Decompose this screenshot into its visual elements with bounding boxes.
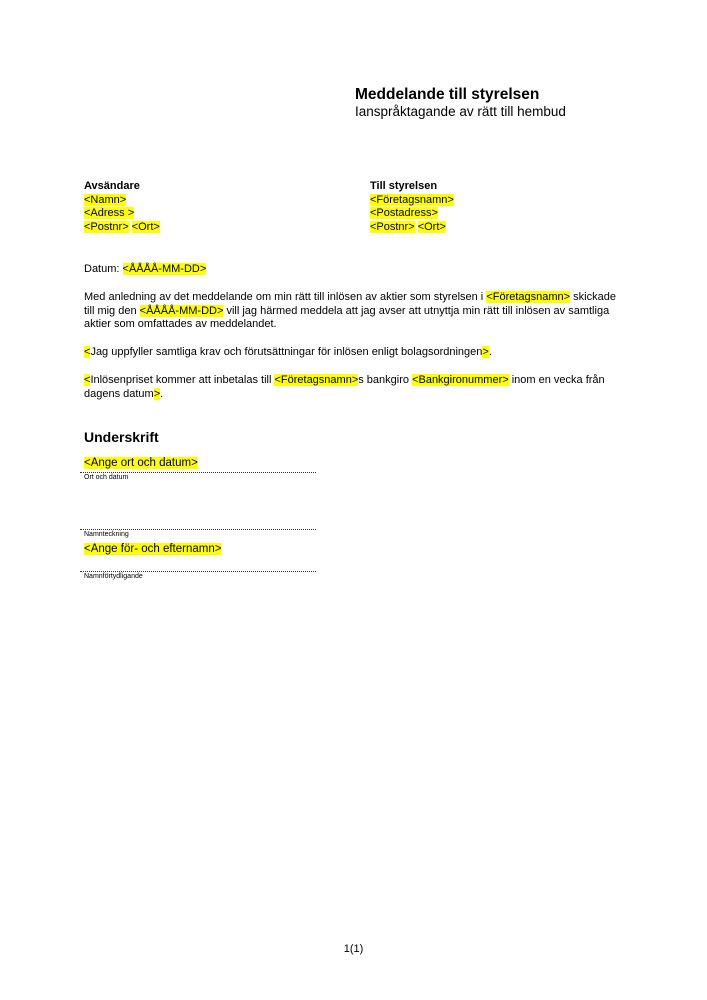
paragraph-payment-text-b: s bankgiro xyxy=(358,374,413,386)
sender-name-field[interactable]: <Namn> xyxy=(84,193,127,206)
place-date-field[interactable]: <Ange ort och datum> xyxy=(84,457,198,469)
recipient-company-field[interactable]: <Företagsnamn> xyxy=(370,193,454,206)
signature-line[interactable] xyxy=(80,529,316,530)
date-line xyxy=(84,263,206,277)
paragraph-notice-text-a: Med anledning av det meddelande om min rätt till inlösen av aktier som styrelsen i xyxy=(84,291,487,303)
optional-close-bracket: > xyxy=(482,346,489,358)
printed-name-row xyxy=(84,543,221,555)
place-date-caption: Ort och datum xyxy=(84,474,129,481)
payment-company-field[interactable]: <Företagsnamn> xyxy=(274,374,359,386)
recipient-block xyxy=(370,180,454,234)
date-label: Datum: xyxy=(84,263,123,275)
optional-open-bracket: < xyxy=(84,346,91,358)
paragraph-notice-text-c: vill jag härmed meddela att jag avser att utnyttja min rätt till inlösen av samtliga aktier som omfattades av meddelandet. xyxy=(84,304,610,331)
paragraph-notice-text-b: skickade till mig den xyxy=(84,291,616,317)
paragraph-payment-text-c: inom en vecka från dagens datum xyxy=(84,374,605,400)
recipient-city-field[interactable]: <Ort> xyxy=(417,220,446,233)
paragraph-notice xyxy=(84,291,624,332)
optional-close-bracket: > xyxy=(153,387,161,400)
sender-address-field[interactable]: <Adress > xyxy=(84,207,135,220)
signature-caption: Namnteckning xyxy=(84,531,129,538)
printed-name-caption: Namnförtydligande xyxy=(84,573,143,580)
paragraph-requirements-end: . xyxy=(488,346,492,358)
date-field[interactable]: <ÅÅÅÅ-MM-DD> xyxy=(122,263,207,275)
sender-city-field[interactable]: <Ort> xyxy=(131,220,160,233)
paragraph-payment-end: . xyxy=(160,387,164,400)
place-date-row xyxy=(84,457,198,469)
document-subtitle: Ianspråktagande av rätt till hembud xyxy=(355,104,566,119)
paragraph-requirements-text[interactable]: Jag uppfyller samtliga krav och förutsättningar för inlösen enligt bolagsordningen xyxy=(90,346,483,358)
optional-open-bracket: < xyxy=(84,374,91,386)
paragraph-payment xyxy=(84,374,629,401)
page-number: 1(1) xyxy=(343,943,364,955)
recipient-address-field[interactable]: <Postadress> xyxy=(370,207,438,220)
bankgiro-field[interactable]: <Bankgironummer> xyxy=(412,374,509,386)
sender-block xyxy=(84,180,160,234)
recipient-postnr-field[interactable]: <Postnr> xyxy=(370,220,415,233)
printed-name-line xyxy=(80,571,316,572)
paragraph-payment-text-a: Inlösenpriset kommer att inbetalas till xyxy=(90,374,275,386)
sender-heading: Avsändare xyxy=(84,180,140,192)
signature-heading: Underskrift xyxy=(84,429,159,445)
place-date-line xyxy=(80,472,316,473)
company-name-field[interactable]: <Företagsnamn> xyxy=(486,291,571,303)
recipient-heading: Till styrelsen xyxy=(370,180,438,192)
printed-name-field[interactable]: <Ange för- och efternamn> xyxy=(84,543,222,555)
notice-date-field[interactable]: <ÅÅÅÅ-MM-DD> xyxy=(139,304,224,317)
sender-postnr-field[interactable]: <Postnr> xyxy=(84,220,129,233)
paragraph-requirements xyxy=(84,346,624,360)
document-title: Meddelande till styrelsen xyxy=(355,86,540,103)
